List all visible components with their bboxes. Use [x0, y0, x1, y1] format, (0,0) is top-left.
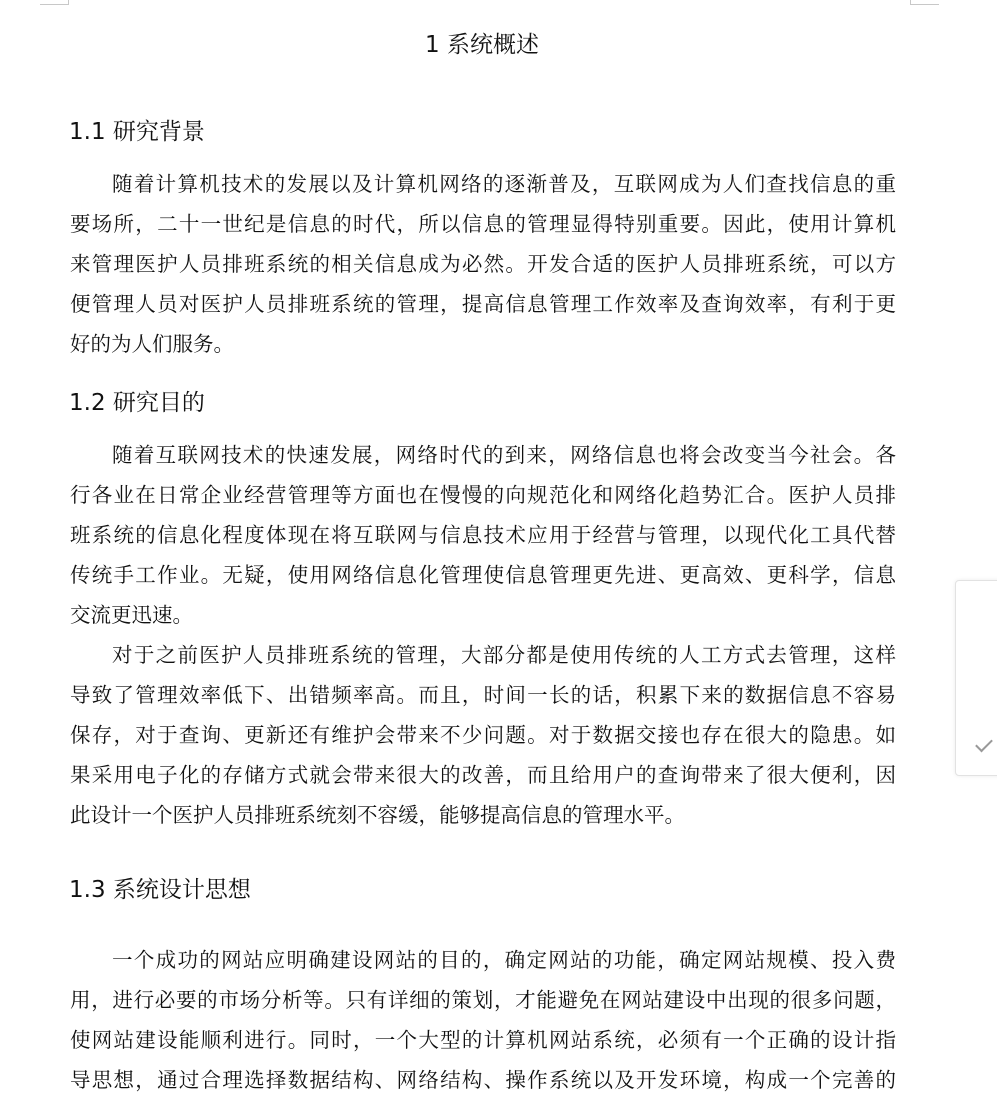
paragraph [70, 635, 896, 835]
text-line: 此设计一个医护人员排班系统刻不容缓，能够提高信息的管理水平。 [70, 803, 685, 827]
text-line: 来管理医护人员排班系统的相关信息成为必然。开发合适的医护人员排班系统，可以方 [70, 252, 896, 276]
text-line: 一个成功的网站应明确建设网站的目的，确定网站的功能，确定网站规模、投入费 [112, 948, 896, 972]
text-line: 随着计算机技术的发展以及计算机网络的逐渐普及，互联网成为人们查找信息的重 [112, 172, 896, 196]
text-line: 导致了管理效率低下、出错频率高。而且，时间一长的话，积累下来的数据信息不容易 [70, 683, 896, 707]
paragraph [70, 164, 896, 364]
side-panel[interactable] [955, 580, 997, 776]
page-corner-mark-left [40, 0, 69, 5]
paragraph [70, 940, 896, 1100]
text-line: 班系统的信息化程度体现在将互联网与信息技术应用于经营与管理，以现代化工具代替 [70, 523, 896, 547]
text-line: 保存，对于查询、更新还有维护会带来不少问题。对于数据交接也存在很大的隐患。如 [70, 723, 896, 747]
section-heading-background: 1.1 研究背景 [69, 119, 205, 145]
text-line: 要场所，二十一世纪是信息的时代，所以信息的管理显得特别重要。因此，使用计算机 [70, 212, 896, 236]
section-heading-purpose: 1.2 研究目的 [69, 390, 205, 416]
check-icon[interactable] [975, 735, 993, 753]
text-line: 行各业在日常企业经营管理等方面也在慢慢的向规范化和网络化趋势汇合。医护人员排 [70, 483, 896, 507]
section-heading-design: 1.3 系统设计思想 [69, 877, 251, 903]
paragraph [70, 435, 896, 635]
text-line: 传统手工作业。无疑，使用网络信息化管理使信息管理更先进、更高效、更科学，信息 [70, 563, 896, 587]
chapter-title: 1 系统概述 [425, 32, 539, 58]
text-line: 果采用电子化的存储方式就会带来很大的改善，而且给用户的查询带来了很大便利，因 [70, 763, 896, 787]
text-line: 随着互联网技术的快速发展，网络时代的到来，网络信息也将会改变当今社会。各 [112, 443, 896, 467]
text-line: 好的为人们服务。 [70, 332, 234, 356]
text-line: 导思想，通过合理选择数据结构、网络结构、操作系统以及开发环境，构成一个完善的 [70, 1068, 896, 1092]
text-line: 对于之前医护人员排班系统的管理，大部分都是使用传统的人工方式去管理，这样 [112, 643, 896, 667]
text-line: 使网站建设能顺利进行。同时，一个大型的计算机网站系统，必须有一个正确的设计指 [70, 1028, 896, 1052]
text-line: 用，进行必要的市场分析等。只有详细的策划，才能避免在网站建设中出现的很多问题， [70, 988, 896, 1012]
text-line: 交流更迅速。 [70, 603, 193, 627]
page-corner-mark-right [910, 0, 939, 5]
text-line: 便管理人员对医护人员排班系统的管理，提高信息管理工作效率及查询效率，有利于更 [70, 292, 896, 316]
